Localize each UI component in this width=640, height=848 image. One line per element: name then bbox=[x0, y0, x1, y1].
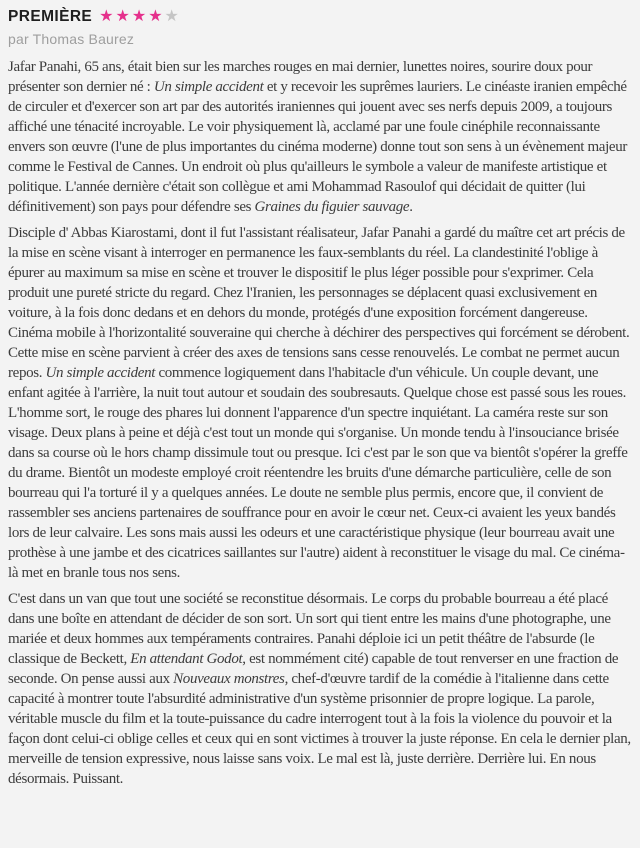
text-run: . bbox=[409, 199, 413, 215]
star-filled-icon: ★ bbox=[131, 8, 147, 25]
film-title: En attendant Godot bbox=[130, 651, 243, 667]
text-run: Jafar Panahi, 65 ans, était bien sur les marches rouges en mai dernier, lunettes noires, sourire doux pour présenter son dernier né : bbox=[8, 59, 593, 95]
film-title: Un simple accident bbox=[45, 365, 156, 381]
star-filled-icon: ★ bbox=[115, 8, 130, 25]
film-title: Nouveaux monstres bbox=[173, 671, 285, 687]
star-filled-icon: ★ bbox=[148, 8, 163, 25]
brand-row bbox=[8, 6, 632, 28]
brand-logo: PREMIÈRE bbox=[8, 8, 93, 25]
article-body bbox=[8, 57, 632, 789]
article-paragraph bbox=[8, 57, 632, 217]
film-title: Un simple accident bbox=[153, 79, 264, 95]
article-header bbox=[8, 6, 632, 47]
text-run: et y recevoir les suprêmes lauriers. Le cinéaste iranien empêché de circuler et d'exercer son art par des autorités iraniennes qui jouent avec ses nerfs depuis 2009, a toujours affiché une ténacité incroyable. Le voir physiquement là, acclamé par une foule cinéphile reconnaissante envers son œuvre (l'une de plus importantes du cinéma moderne) donne tout son sens à un évènement majeur comme le Festival de Cannes. Un endroit où plus qu'ailleurs le symbole a valeur de manifeste artistique et politique. L'année dernière c'était son collègue et ami Mohammad Rasoulof qui décidait de quitter (lui définitivement) son pays pour défendre ses bbox=[8, 79, 628, 215]
star-filled-icon: ★ bbox=[99, 8, 114, 25]
text-run: Disciple d' Abbas Kiarostami, dont il fut l'assistant réalisateur, Jafar Panahi a gardé du maître cet art précis de la mise en scène visant à interroger en permanence les faux-semblants du réel. La clandestinité l'oblige à épurer au maximum sa mise en scène et trouver le dispositif le plus léger possible pour s'exprimer. Cela produit une pureté stricte du regard. Chez l'Iranien, les personnages se déplacent quasi exclusivement en voiture, à la fois donc dedans et en dehors du monde, protégés d'une exposition forcément dangereuse. Cinéma mobile à l'horizontalité souveraine qui cherche à déchirer des perspectives qui forcément se dérobent. Cette mise en scène parvient à créer des axes de tensions sans cesse renouvelés. Le combat ne permet aucun repos. bbox=[8, 225, 630, 381]
star-rating bbox=[99, 9, 181, 25]
byline: par Thomas Baurez bbox=[8, 31, 135, 47]
article-paragraph bbox=[8, 223, 632, 583]
star-empty-icon: ★ bbox=[164, 8, 179, 25]
text-run: C'est dans un van que tout une société se reconstitue désormais. Le corps du probable bourreau a été placé dans une boîte en attendant de décider de son sort. Un sort qui tient entre les mains d'une photographe, une mariée et deux hommes aux tempéraments contraires. Panahi déploie ici un petit théâtre de l'absurde (le classique de Beckett, bbox=[8, 591, 611, 667]
text-run: commence logiquement dans l'habitacle d'un véhicule. Un couple devant, une enfant agitée à l'arrière, la nuit tout autour et soudain des soubresauts. Quelque chose est passé sous les roues. L'homme sort, le rouge des phares lui donnent l'apparence d'un spectre inquiétant. La caméra reste sur son visage. Deux plans à peine et déjà c'est tout un monde qui s'organise. Un monde tendu à l'insouciance brisée dans sa course où le hors champ dissimule tout ou presque. Ici c'est par le son que va bientôt s'opérer la greffe du drame. Bientôt un modeste employé croit réentendre les bruits d'une démarche particulière, celle de son bourreau qui l'a torturé il y a quelques années. Le doute ne semble plus permis, encore que, il convient de rassembler ses anciens partenaires de souffrance pour en avoir le cœur net. Ceux-ci avaient les yeux bandés lors de leur calvaire. Les sons mais aussi les odeurs et une caractéristique physique (leur bourreau avait une prothèse à une jambe et des cicatrices saillantes sur l'autre) aident à reconstituer le visage du mal. Ce cinéma-là met en branle tous nos sens. bbox=[8, 365, 628, 581]
article-paragraph bbox=[8, 589, 632, 789]
text-run: , chef-d'œuvre tardif de la comédie à l'italienne dans cette capacité à montrer toute l'absurdité administrative d'un système prisonnier de propre logique. La parole, véritable muscle du film et la toute-puissance du cadre interrogent tout à la fois la violence du pouvoir et la façon dont celui-ci oblige celles et ceux qui en sont victimes à trouver la juste réponse. En cela le dernier plan, merveille de tension expressive, nous laisse sans voix. Le mal est là, juste derrière. Derrière lui. En nous désormais. Puissant. bbox=[8, 671, 631, 787]
film-title: Graines du figuier sauvage bbox=[254, 199, 410, 215]
text-run: , est nommément cité) capable de tout renverser en une fraction de seconde. On pense aussi aux bbox=[8, 651, 619, 687]
